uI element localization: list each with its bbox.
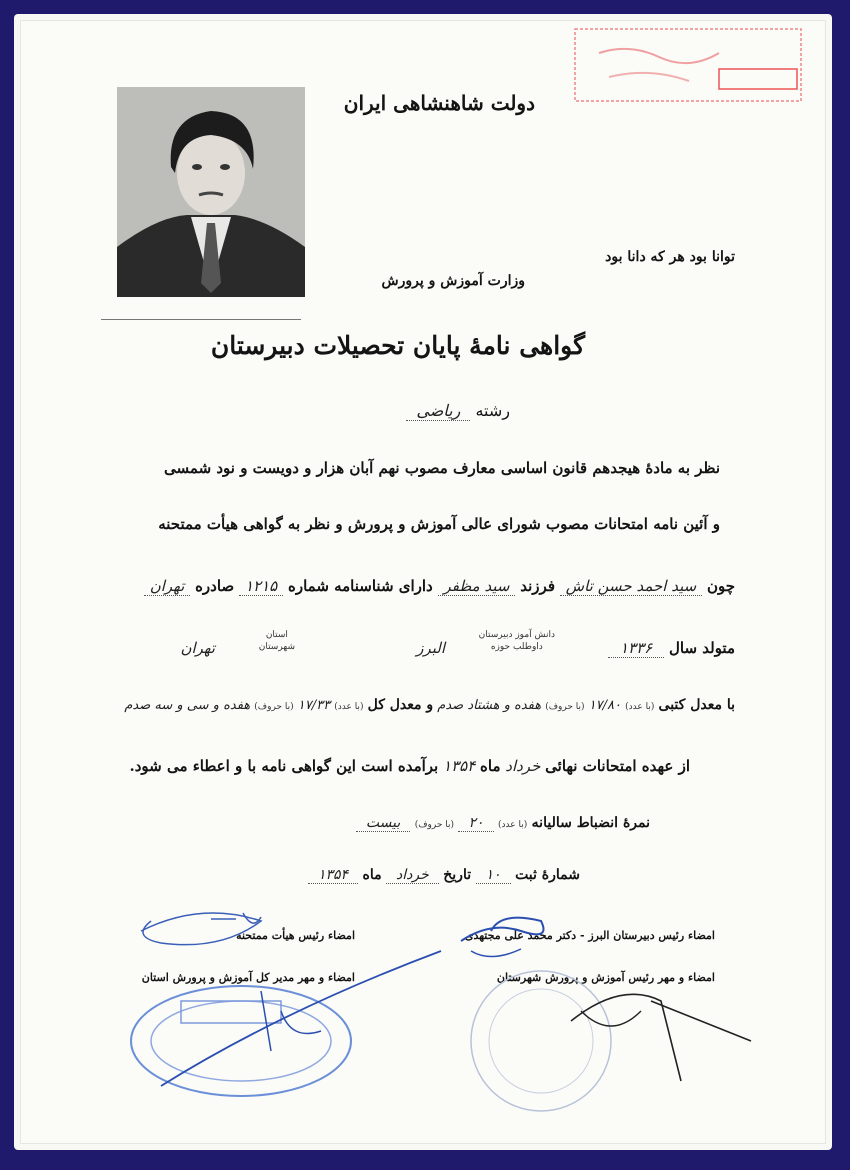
province-label-stack	[259, 629, 295, 653]
province-head-signature-label: امضاء و مهر مدیر کل آموزش و پرورش استان	[141, 971, 355, 984]
registration-label: شمارهٔ ثبت	[515, 867, 580, 883]
ministry-name: وزارت آموزش و پرورش	[381, 273, 525, 289]
exam-text-end: برآمده است این گواهی نامه با و اعطاء می شود.	[129, 757, 439, 775]
registration-year: ۱۳۵۴	[308, 867, 358, 884]
field-row	[406, 401, 510, 421]
discipline-label: نمرهٔ انضباط سالیانه	[531, 815, 650, 831]
written-digits-label: (با عدد)	[625, 702, 655, 712]
written-letters-label: (با حروف)	[545, 702, 585, 712]
total-avg-label: و معدل کل	[367, 697, 434, 713]
total-digits-label: (با عدد)	[334, 702, 364, 712]
signatures-and-seals	[21, 891, 827, 1141]
student-photo	[117, 87, 305, 297]
written-avg-digits: ۱۷/۸۰	[588, 698, 622, 713]
student-name: سید احمد حسن تاش	[560, 577, 702, 596]
province-label-bottom: شهرستان	[258, 642, 295, 652]
exam-row	[130, 757, 690, 775]
total-avg-digits: ۱۷/۳۳	[297, 698, 331, 713]
id-label: دارای شناسنامه شماره	[287, 577, 433, 595]
document-frame	[14, 14, 832, 1150]
exam-year: ۱۳۵۴	[443, 757, 476, 775]
registration-number: ۱۰	[476, 867, 511, 884]
photo-underline	[101, 319, 301, 320]
school-name: البرز	[416, 639, 445, 657]
city-name: تهران	[180, 639, 215, 657]
registration-month-label: ماه	[362, 867, 382, 883]
id-number: ۱۲۱۵	[239, 577, 283, 596]
issued-label: صادره	[195, 577, 235, 595]
discipline-digits: ۲۰	[458, 815, 493, 832]
principal-signature-label: امضاء رئیس دبیرستان البرز - دکتر محمد علی مجتهدی	[464, 929, 715, 942]
red-postage-stamp	[569, 23, 809, 109]
written-avg-letters: هفده و هشتاد صدم	[437, 698, 542, 713]
child-of-label: فرزند	[520, 577, 555, 595]
registration-row	[308, 867, 580, 884]
identity-row	[144, 577, 735, 596]
student-label-top: دانش آموز دبیرستان	[478, 630, 555, 640]
grades-row	[124, 697, 735, 713]
city-head-signature-label: امضاء و مهر رئیس آموزش و پرورش شهرستان	[496, 971, 715, 984]
discipline-digits-label: (با عدد)	[497, 820, 528, 830]
field-value: ریاضی	[406, 401, 470, 421]
registration-month: خرداد	[386, 867, 439, 884]
discipline-letters-label: (با حروف)	[414, 820, 455, 830]
discipline-row	[356, 815, 650, 832]
written-avg-label: با معدل کتبی	[658, 697, 735, 713]
certificate-title: گواهی نامهٔ پایان تحصیلات دبیرستان	[210, 331, 585, 360]
province-label-top: استان	[265, 630, 288, 640]
since-label: چون	[706, 577, 735, 595]
field-label: رشته	[475, 401, 510, 420]
discipline-letters: بیست	[356, 815, 410, 832]
birth-row	[608, 639, 735, 658]
total-letters-label: (با حروف)	[254, 702, 294, 712]
certificate-paper	[20, 20, 826, 1144]
registration-date-label: تاریخ	[443, 867, 472, 883]
preamble-line-2: و آئین نامه امتحانات مصوب شورای عالی آموزش و پرورش و نظر به گواهی هیأت ممتحنه	[158, 515, 720, 533]
issued-city: تهران	[144, 577, 191, 596]
board-head-signature-label: امضاء رئیس هیأت ممتحنه	[236, 929, 355, 942]
government-title: دولت شاهنشاهی ایران	[343, 91, 535, 115]
father-name: سید مظفر	[438, 577, 516, 596]
motto: توانا بود هر که دانا بود	[605, 249, 735, 265]
born-label: متولد سال	[668, 639, 735, 657]
student-label-stack	[479, 629, 555, 653]
student-label-bottom: داوطلب حوزه	[490, 642, 543, 652]
total-avg-letters: هفده و سی و سه صدم	[124, 698, 251, 713]
exam-text-start: از عهده امتحانات نهائی	[545, 757, 690, 775]
birth-year: ۱۳۳۶	[608, 639, 664, 658]
preamble-line-1: نظر به مادهٔ هیجدهم قانون اساسی معارف مصوب نهم آبان هزار و دویست و نود شمسی	[164, 459, 720, 477]
exam-month-label: ماه	[480, 757, 501, 775]
exam-month: خرداد	[505, 757, 541, 775]
